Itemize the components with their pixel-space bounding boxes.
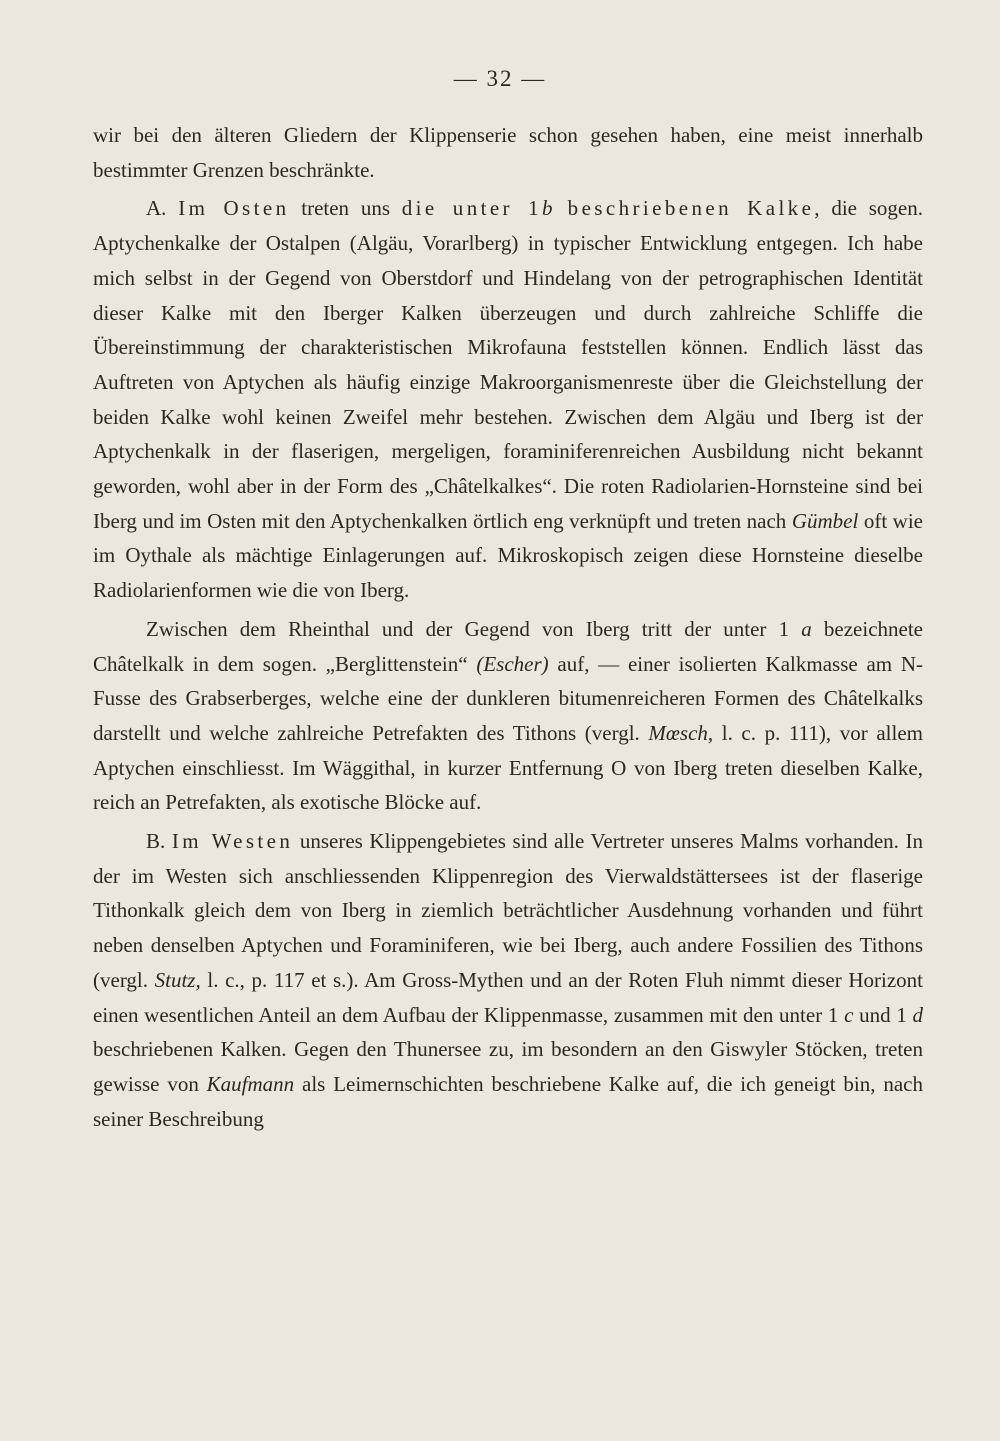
- paragraph: [93, 612, 923, 820]
- text-run: auf, — einer isolierten Kalkmasse am N-Fusse des Grabserberges, welche eine der dunkleren bitumenreicheren Formen des Châtelkalks darstellt und welche zahlreiche Petrefakten des Tithons (vergl.: [93, 651, 924, 745]
- paragraph: [93, 191, 923, 607]
- body-text: [93, 118, 923, 1136]
- text-run: , die sogen. Aptychenkalke der Ostalpen (Algäu, Vorarlberg) in typischer Entwicklung entgegen. Ich habe mich selbst in der Gegend von Oberstdorf und Hindelang von der petrographischen Identität dieser Kalke mit den Iberger Kalken überzeugen und durch zahlreiche Schliffe die Übereinstimmung der charakteristischen Mikrofauna feststellen können. Endlich lässt das Auftreten von Aptychen als häufig einzige Makroorganismenreste über die Gleichstellung der beiden Kalke wohl keinen Zweifel mehr bestehen. Zwischen dem Algäu und Iberg ist der Aptychenkalk in der flaserigen, mergeligen, foraminiferenreichen Ausbildung nicht bekannt geworden, wohl aber in der Form des „Châtelkalkes“. Die roten Radiolarien-Hornsteine sind bei Iberg und im Osten mit den Aptychenkalken örtlich eng verknüpft und treten nach: [93, 196, 923, 533]
- italic-text: b: [542, 196, 553, 221]
- text-run: l. c., p. 117 et s.). Am Gross-Mythen und an der Roten Fluh nimmt dieser Horizont einen wesentlichen Anteil an dem Aufbau der Klippenmasse, zusammen mit den unter 1: [93, 967, 923, 1027]
- paragraph: [93, 824, 923, 1136]
- italic-text: c: [844, 1002, 854, 1027]
- text-run: beschriebenen Kalken. Gegen den Thunersee zu, im besondern an den Giswyler Stöcken, treten gewisse von: [93, 1037, 923, 1096]
- text-run: Zwischen dem Rheinthal und der Gegend von Iberg tritt der unter 1: [146, 616, 802, 641]
- text-run: als Leimernschichten beschriebene Kalke auf, die ich geneigt bin, nach seiner Beschreibung: [93, 1071, 923, 1131]
- page-number: — 32 —: [453, 66, 547, 91]
- italic-text: d: [912, 1002, 924, 1027]
- paragraph: [93, 118, 923, 187]
- italic-text: Gümbel: [791, 508, 859, 533]
- italic-text: Kaufmann: [206, 1071, 295, 1096]
- text-run: oft wie im Oythale als mächtige Einlagerungen auf. Mikroskopisch zeigen diese Hornsteine dieselbe Radiolarienformen wie die von Iberg.: [93, 508, 923, 603]
- text-run: und 1: [853, 1002, 913, 1027]
- spaced-text: Im Osten: [178, 196, 290, 221]
- text-run: B.: [146, 829, 172, 854]
- text-run: wir bei den älteren Gliedern der Klippenserie schon gesehen haben, eine meist innerhalb bestimmter Grenzen beschränkte.: [93, 123, 923, 182]
- spaced-text: die unter 1: [401, 196, 543, 221]
- italic-text: (Escher): [476, 651, 549, 676]
- italic-text: a: [801, 616, 812, 641]
- text-run: A.: [146, 196, 179, 221]
- text-run: bezeichnete Châtelkalk in dem sogen. „Berglittenstein“: [93, 616, 924, 676]
- spaced-text: beschriebenen Kalke: [552, 196, 815, 221]
- italic-text: Stutz,: [154, 967, 201, 992]
- text-run: l. c. p. 111), vor allem Aptychen einschliesst. Im Wäggithal, in kurzer Entfernung O von Iberg treten dieselben Kalke, reich an Petrefakten, als exotische Blöcke auf.: [93, 720, 923, 815]
- text-run: treten uns: [289, 196, 402, 221]
- italic-text: Mœsch,: [648, 720, 714, 745]
- spaced-text: Im Westen: [171, 829, 294, 854]
- text-run: unseres Klippengebietes sind alle Vertreter unseres Malms vorhanden. In der im Westen sich anschliessenden Klippenregion des Vierwaldstättersees ist der flaserige Tithonkalk gleich dem von Iberg in ziemlich beträchtlicher Ausdehnung vorhanden und führt neben denselben Aptychen und Foraminiferen, wie bei Iberg, auch andere Fossilien des Tithons (vergl.: [93, 829, 923, 992]
